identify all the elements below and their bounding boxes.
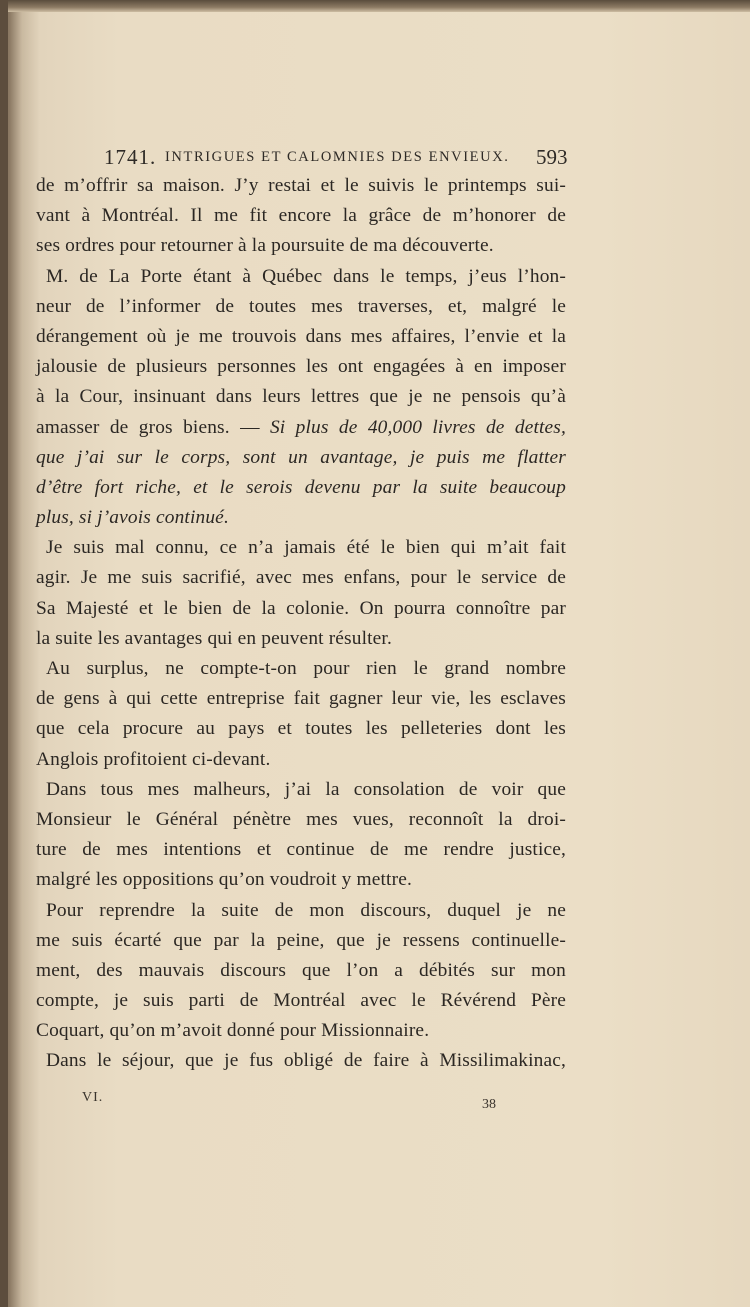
page-top-edge: [0, 0, 750, 12]
text-line-italic: Si plus de 40,000 livres de dettes,: [269, 416, 566, 438]
text-line: de gens à qui cette entreprise fait gagner leur vie, les esclaves: [36, 688, 566, 710]
text-line: Je suis mal connu, ce n’a jamais été le bien qui m’ait fait: [46, 537, 566, 559]
text-line: [36, 413, 566, 443]
text-line: la suite les avantages qui en peuvent résulter.: [36, 627, 392, 649]
text-line: neur de l’informer de toutes mes traverses, et, malgré le: [36, 295, 566, 317]
text-line: de m’offrir sa maison. J’y restai et le suivis le printemps sui-: [36, 175, 566, 196]
text-line: ment, des mauvais discours que l’on a débités sur mon: [36, 959, 566, 981]
text-line: Dans le séjour, que je fus obligé de faire à Missilimakinac,: [46, 1050, 566, 1072]
text-line: Anglois profitoient ci-devant.: [36, 748, 271, 770]
text-line: me suis écarté que par la peine, que je ressens continuelle-: [36, 929, 566, 951]
text-line: Au surplus, ne compte-t-on pour rien le grand nombre: [46, 658, 566, 679]
text-line: Sa Majesté et le bien de la colonie. On pourra connoître par: [36, 597, 566, 619]
text-line: Dans tous mes malheurs, j’ai la consolation de voir que: [46, 778, 566, 800]
text-line: à la Cour, insinuant dans leurs lettres que je ne pensois qu’à: [36, 386, 566, 408]
text-line: ture de mes intentions et continue de me rendre justice,: [36, 839, 566, 861]
text-line: malgré les oppositions qu’on voudroit y mettre.: [36, 869, 412, 891]
text-line-italic: plus, si j’avois continué.: [36, 507, 229, 529]
body-text: [36, 171, 566, 1077]
text-line: Pour reprendre la suite de mon discours, duquel je ne: [46, 899, 566, 921]
running-head: [70, 144, 570, 170]
text-line-italic: d’être fort riche, et le serois devenu par la suite beaucoup: [36, 476, 566, 498]
running-head-title: INTRIGUES ET CALOMNIES DES ENVIEUX.: [165, 149, 510, 165]
signature-mark: VI.: [82, 1090, 104, 1105]
text-line: vant à Montréal. Il me fit encore la grâce de m’honorer de: [36, 205, 566, 227]
text-line: dérangement où je me trouvois dans mes affaires, l’envie et la: [36, 325, 566, 347]
text-line: Coquart, qu’on m’avoit donné pour Missionnaire.: [36, 1020, 430, 1042]
text-line-roman: amasser de gros biens. —: [36, 416, 270, 438]
sheet-number: 38: [482, 1097, 496, 1112]
text-line-italic: que j’ai sur le corps, sont un avantage, je puis me flatter: [36, 446, 566, 468]
running-head-year: 1741.: [104, 145, 157, 169]
text-line: jalousie de plusieurs personnes les ont engagées à en imposer: [36, 356, 566, 378]
text-line: Monsieur le Général pénètre mes vues, reconnoît la droi-: [36, 808, 566, 830]
text-line: agir. Je me suis sacrifié, avec mes enfans, pour le service de: [36, 567, 566, 589]
text-line: M. de La Porte étant à Québec dans le temps, j’eus l’hon-: [46, 265, 566, 287]
page-number: 593: [536, 145, 568, 169]
text-line: compte, je suis parti de Montréal avec le Révérend Père: [36, 990, 566, 1012]
text-line: ses ordres pour retourner à la poursuite de ma découverte.: [36, 235, 494, 257]
page-binding-edge: [0, 0, 8, 1307]
text-line: que cela procure au pays et toutes les pelleteries dont les: [36, 718, 566, 740]
